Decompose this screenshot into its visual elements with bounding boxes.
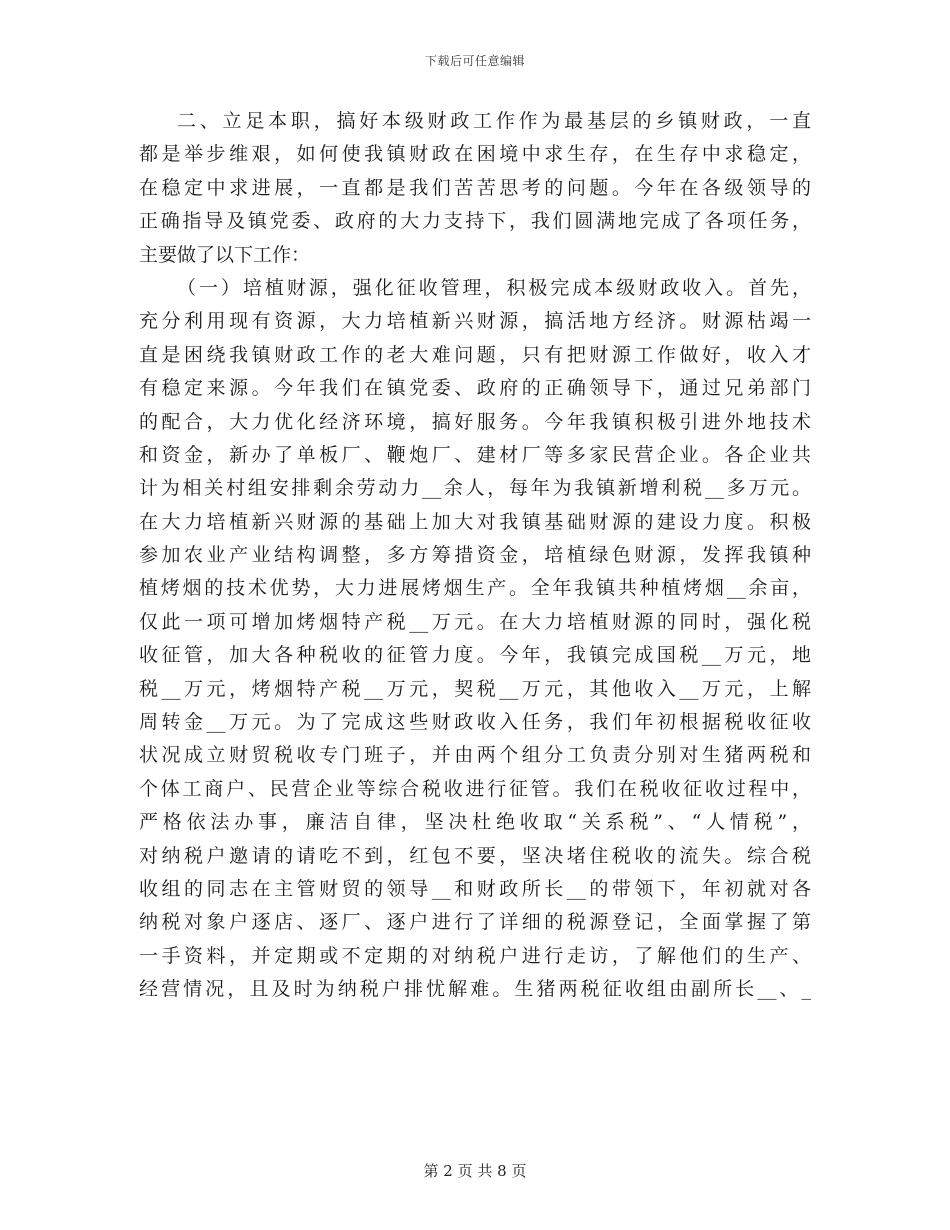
body-line-16: 仅此一项可增加烤烟特产税__万元。在大力培植财源的同时，强化税: [139, 610, 811, 633]
body-line-27: 经营情况，且及时为纳税户排忧解难。生猪两税征收组由副所长__、_: [139, 978, 811, 1001]
body-line-10: 的配合，大力优化经济环境，搞好服务。今年我镇积极引进外地技术: [139, 410, 811, 433]
body-line-4: 正确指导及镇党委、政府的大力支持下，我们圆满地完成了各项任务，: [139, 210, 811, 233]
body-line-19: 周转金__万元。为了完成这些财政收入任务，我们年初根据税收征收: [139, 711, 811, 734]
body-line-12: 计为相关村组安排剩余劳动力__余人，每年为我镇新增利税__多万元。: [139, 477, 811, 500]
document-body: [139, 105, 811, 1007]
body-line-3: 在稳定中求进展，一直都是我们苦苦思考的问题。今年在各级领导的: [139, 176, 811, 199]
body-line-11: 和资金，新办了单板厂、鞭炮厂、建材厂等多家民营企业。各企业共: [139, 443, 811, 466]
body-line-5: 主要做了以下工作：: [139, 243, 311, 266]
body-line-9: 有稳定来源。今年我们在镇党委、政府的正确领导下，通过兄弟部门: [139, 377, 811, 400]
body-line-1: 二、立足本职，搞好本级财政工作作为最基层的乡镇财政，一直: [177, 110, 811, 132]
body-line-24: 收组的同志在主管财贸的领导__和财政所长__的带领下，年初就对各: [139, 877, 811, 900]
body-line-13: 在大力培植新兴财源的基础上加大对我镇基础财源的建设力度。积极: [139, 510, 811, 533]
body-line-8: 直是困绕我镇财政工作的老大难问题，只有把财源工作做好，收入才: [139, 343, 811, 366]
body-line-23: 对纳税户邀请的请吃不到，红包不要，坚决堵住税收的流失。综合税: [139, 844, 811, 867]
body-line-26: 一手资料，并定期或不定期的对纳税户进行走访，了解他们的生产、: [139, 944, 811, 967]
body-line-2: 都是举步维艰，如何使我镇财政在困境中求生存，在生存中求稳定，: [139, 143, 811, 166]
body-line-15: 植烤烟的技术优势，大力进展烤烟生产。全年我镇共种植烤烟__余亩，: [139, 577, 811, 600]
body-line-6: （一）培植财源，强化征收管理，积极完成本级财政收入。首先，: [177, 276, 811, 299]
body-line-22: 严格依法办事，廉洁自律，坚决杜绝收取“关系税”、“人情税”，: [139, 811, 811, 834]
body-line-21: 个体工商户、民营企业等综合税收进行征管。我们在税收征收过程中，: [139, 777, 811, 800]
body-line-7: 充分利用现有资源，大力培植新兴财源，搞活地方经济。财源枯竭一: [139, 310, 811, 333]
body-line-18: 税__万元，烤烟特产税__万元，契税__万元，其他收入__万元，上解: [139, 677, 811, 700]
body-line-17: 收征管，加大各种税收的征管力度。今年，我镇完成国税__万元，地: [139, 644, 811, 667]
body-line-20: 状况成立财贸税收专门班子，并由两个组分工负责分别对生猪两税和: [139, 744, 811, 767]
page-number: 第 2 页 共 8 页: [423, 1162, 527, 1180]
page-header-note: 下载后可任意编辑: [424, 54, 525, 68]
body-line-25: 纳税对象户逐店、逐厂、逐户进行了详细的税源登记，全面掌握了第: [139, 911, 811, 934]
body-line-14: 参加农业产业结构调整，多方筹措资金，培植绿色财源，发挥我镇种: [139, 544, 811, 567]
